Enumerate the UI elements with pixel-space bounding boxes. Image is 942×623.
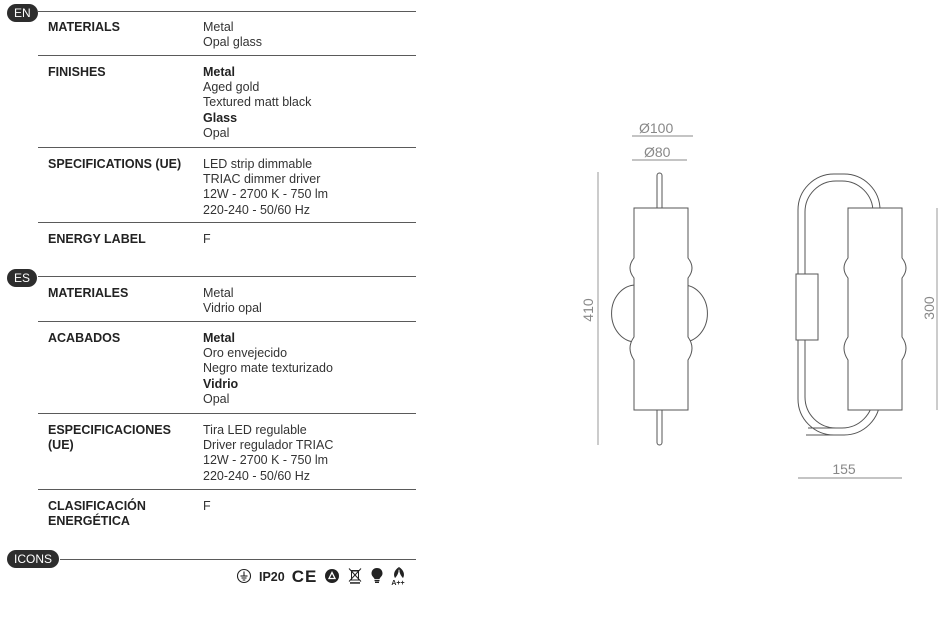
spec-label-finishes: FINISHES bbox=[48, 65, 106, 79]
side-view-wall-bracket bbox=[796, 274, 818, 340]
section-tag-icons: ICONS bbox=[7, 550, 59, 568]
spec-values-specifications bbox=[203, 157, 418, 218]
weee-bin-icon bbox=[347, 567, 363, 587]
spec-values-energy bbox=[203, 232, 418, 247]
spec-value-line: Aged gold bbox=[203, 80, 260, 95]
spec-value-line: Opal bbox=[203, 125, 230, 140]
spec-value-line: Tira LED regulable bbox=[203, 423, 307, 437]
ce-mark-icon: CE bbox=[291, 567, 318, 586]
spec-label-acabados: ACABADOS bbox=[48, 331, 121, 345]
spec-value-line: Negro mate texturizado bbox=[203, 361, 333, 376]
row-divider bbox=[38, 55, 416, 56]
recycle-icon bbox=[324, 568, 340, 587]
spec-values-finishes bbox=[203, 65, 418, 141]
technical-drawing bbox=[560, 110, 942, 490]
spec-values-materials bbox=[203, 20, 418, 50]
section-rule bbox=[38, 11, 416, 12]
spec-label-energy: ENERGY LABEL bbox=[48, 232, 146, 246]
spec-values-acabados bbox=[203, 331, 418, 407]
spec-label-clasificacion: CLASIFICACIÓN ENERGÉTICA bbox=[48, 499, 146, 528]
spec-value-line: Opal glass bbox=[203, 35, 263, 50]
spec-value-line: Oro envejecido bbox=[203, 346, 288, 361]
spec-label-materiales: MATERIALES bbox=[48, 286, 129, 300]
dim-height: 410 bbox=[580, 298, 596, 322]
spec-value-line: Vidrio bbox=[203, 376, 239, 391]
front-view-plate bbox=[612, 285, 636, 342]
spec-label-materials: MATERIALS bbox=[48, 20, 120, 34]
spec-value-line: 220-240 - 50/60 Hz bbox=[203, 202, 311, 217]
spec-value-line: 12W - 2700 K - 750 lm bbox=[203, 187, 329, 202]
section-tag-en: EN bbox=[7, 4, 38, 22]
row-divider bbox=[38, 222, 416, 223]
dim-glass-height: 300 bbox=[921, 296, 937, 320]
spec-value-line: Textured matt black bbox=[203, 95, 312, 110]
spec-value-line: Metal bbox=[203, 286, 234, 300]
section-rule bbox=[38, 276, 416, 277]
spec-value-line: LED strip dimmable bbox=[203, 157, 313, 171]
spec-value-line: Metal bbox=[203, 331, 235, 345]
row-divider bbox=[38, 147, 416, 148]
spec-value-line: F bbox=[203, 232, 211, 246]
dim-depth: 155 bbox=[832, 461, 856, 477]
section-rule bbox=[60, 559, 416, 560]
side-view-glass-body bbox=[844, 208, 906, 410]
dim-outer-diameter: Ø100 bbox=[639, 120, 674, 136]
spec-value-line: Metal bbox=[203, 20, 234, 34]
row-divider bbox=[38, 489, 416, 490]
spec-value-line: 12W - 2700 K - 750 lm bbox=[203, 453, 329, 468]
spec-label-specifications: SPECIFICATIONS (UE) bbox=[48, 157, 182, 171]
spec-value-line: Vidrio opal bbox=[203, 301, 262, 316]
spec-label-especificaciones: ESPECIFICACIONES (UE) bbox=[48, 423, 171, 452]
class-one-earth-icon bbox=[236, 568, 252, 587]
spec-value-line: Metal bbox=[203, 65, 235, 79]
dim-inner-diameter: Ø80 bbox=[644, 144, 671, 160]
spec-values-clasificacion bbox=[203, 499, 418, 514]
led-bulb-icon bbox=[370, 567, 384, 587]
spec-value-line: Glass bbox=[203, 110, 238, 125]
row-divider bbox=[38, 321, 416, 322]
spec-value-line: TRIAC dimmer driver bbox=[203, 172, 321, 187]
section-tag-es: ES bbox=[7, 269, 37, 287]
front-view-glass-body bbox=[630, 208, 692, 410]
spec-values-especificaciones bbox=[203, 423, 418, 484]
ip-rating-text: IP20 bbox=[259, 570, 285, 584]
energy-leaf-icon bbox=[391, 566, 407, 588]
energy-class-text: A++ bbox=[391, 580, 405, 587]
spec-values-materiales bbox=[203, 286, 418, 316]
spec-value-line: Opal bbox=[203, 391, 230, 406]
certification-icons bbox=[236, 566, 407, 588]
row-divider bbox=[38, 413, 416, 414]
spec-value-line: Driver regulador TRIAC bbox=[203, 438, 334, 453]
spec-value-line: 220-240 - 50/60 Hz bbox=[203, 468, 311, 483]
spec-value-line: F bbox=[203, 499, 211, 513]
